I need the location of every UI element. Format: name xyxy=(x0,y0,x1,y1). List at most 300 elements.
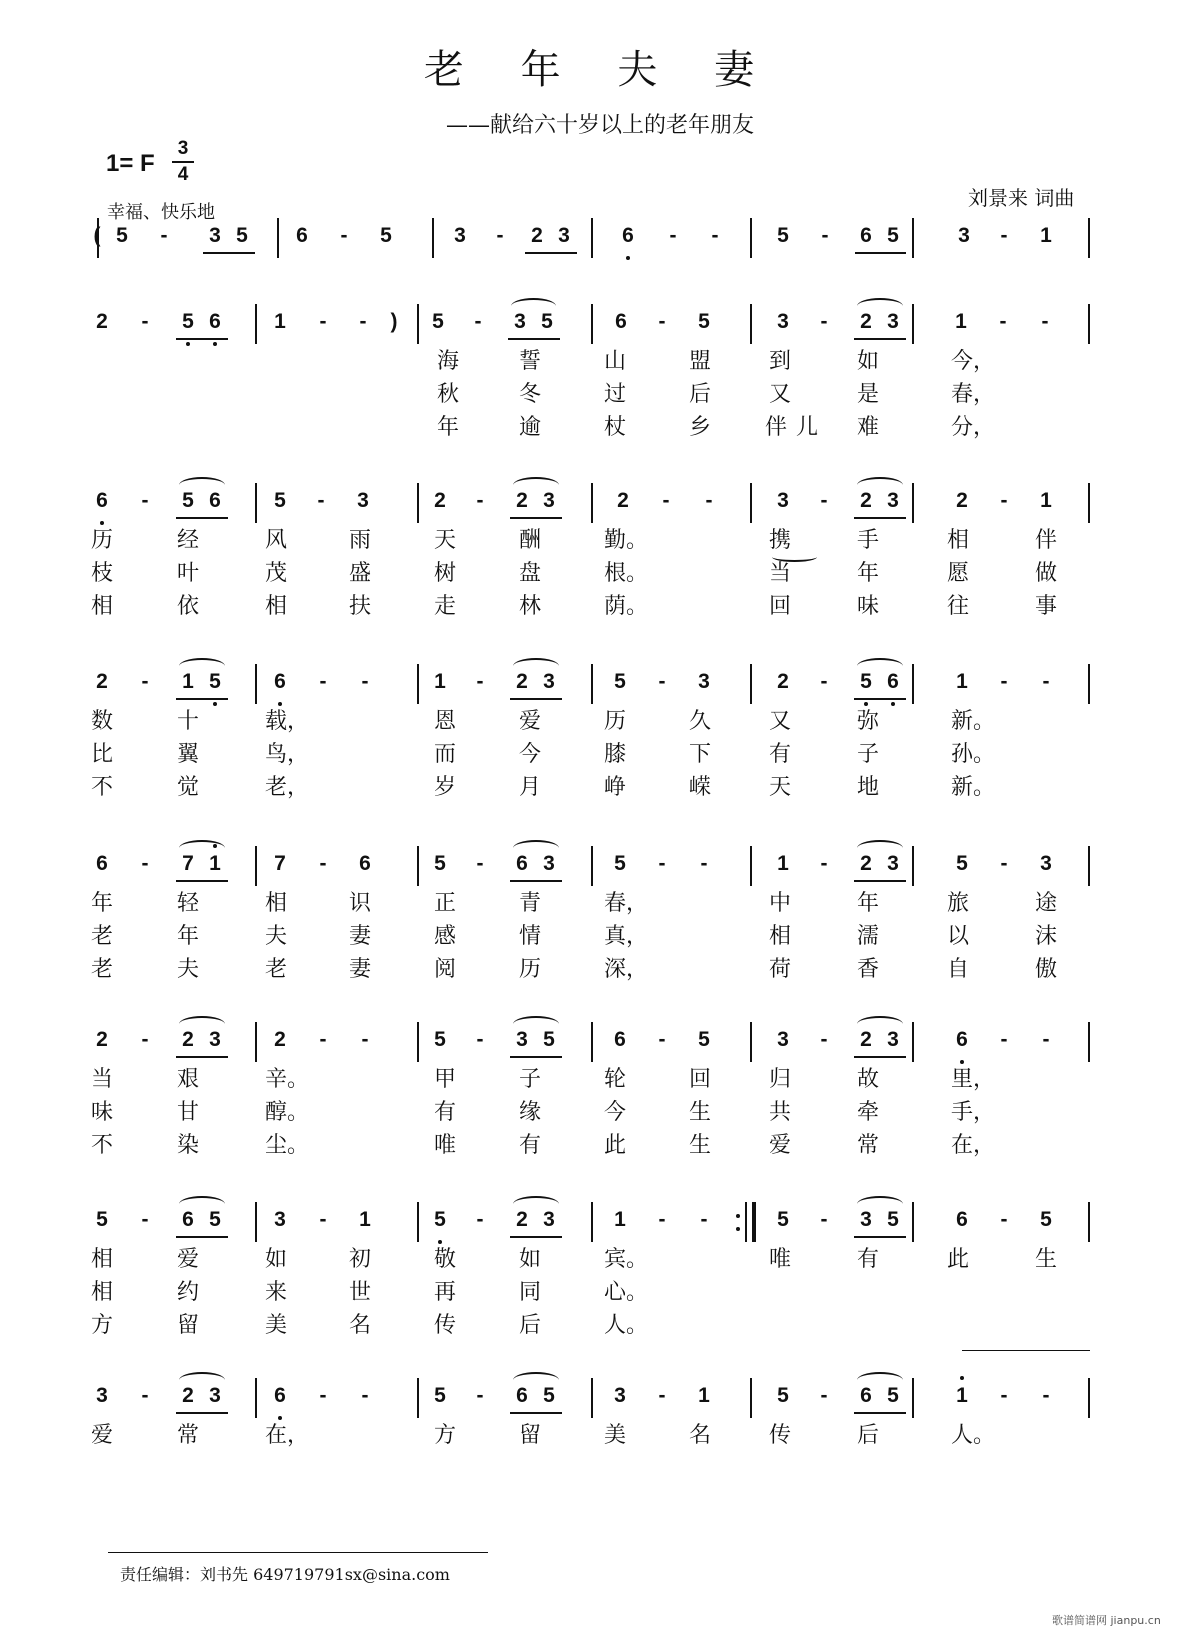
note: 6 xyxy=(516,852,528,875)
lyric-char: 如 xyxy=(518,1247,541,1272)
lyric-char: 走 xyxy=(433,594,456,619)
lyric-char: 如 xyxy=(856,349,879,374)
repeat-barline-thin xyxy=(745,1202,747,1242)
slur xyxy=(857,840,903,856)
dash: - xyxy=(1000,1208,1008,1231)
note: 5 xyxy=(777,1208,789,1231)
beam xyxy=(203,252,255,254)
lyric-char: 往 xyxy=(946,594,969,619)
note: 5 xyxy=(614,852,626,875)
key-signature: 1= F xyxy=(106,150,155,177)
lyric-char: 轻 xyxy=(176,891,199,916)
note: 5 xyxy=(1040,1208,1052,1231)
dash: - xyxy=(658,1384,666,1407)
note: 6 xyxy=(209,310,221,333)
lyric-char: 伴 xyxy=(1034,528,1057,553)
lyric-char: 辛。 xyxy=(265,1067,310,1092)
lyric-char: 当 xyxy=(768,561,791,586)
note: 2 xyxy=(96,1028,108,1051)
barline xyxy=(417,1202,419,1242)
barline xyxy=(912,483,914,523)
note: 5 xyxy=(96,1208,108,1231)
dash: - xyxy=(340,224,348,247)
lyric-char: 常 xyxy=(856,1133,879,1158)
note: 1 xyxy=(359,1208,371,1231)
lyric-char: 酬 xyxy=(518,528,541,553)
dash: - xyxy=(141,1384,149,1407)
barline xyxy=(912,218,914,258)
dash: - xyxy=(1042,670,1050,693)
note: 3 xyxy=(543,489,555,512)
song-subtitle: ——献给六十岁以上的老年朋友 xyxy=(445,113,754,138)
lyric-char: 传 xyxy=(433,1313,456,1338)
lyric-char: 嵘 xyxy=(688,775,711,800)
lyric-char: 常 xyxy=(176,1423,199,1448)
lyric-char: 又 xyxy=(768,382,791,407)
lyric-char: 真， xyxy=(604,924,649,949)
barline xyxy=(255,1022,257,1062)
lyric-char: 回 xyxy=(768,594,791,619)
lyric-char: 林 xyxy=(518,594,541,619)
dash: - xyxy=(820,852,828,875)
repeat-dot xyxy=(736,1214,740,1218)
barline xyxy=(255,846,257,886)
slur xyxy=(857,658,903,674)
note: 6 xyxy=(182,1208,194,1231)
note: 6 xyxy=(296,224,308,247)
lyric-char: 手， xyxy=(951,1100,996,1125)
dash: - xyxy=(669,224,677,247)
note: 3 xyxy=(958,224,970,247)
lyric-char: 妻 xyxy=(348,957,371,982)
dash: - xyxy=(476,852,484,875)
note: 6 xyxy=(359,852,371,875)
lyric-char: 誓 xyxy=(518,349,541,374)
slur xyxy=(857,1016,903,1032)
note: 2 xyxy=(860,852,872,875)
lyric-char: 儿 xyxy=(795,415,818,440)
dash: - xyxy=(820,670,828,693)
lyric-char: 有 xyxy=(856,1247,879,1272)
slur xyxy=(857,1196,903,1212)
note: 6 xyxy=(274,670,286,693)
tempo-marking: 幸福、快乐地 xyxy=(107,202,215,223)
lyric-char: 荷 xyxy=(768,957,791,982)
barline xyxy=(1088,483,1090,523)
dash: - xyxy=(1000,1384,1008,1407)
lyric-char: 世 xyxy=(348,1280,371,1305)
slur xyxy=(513,1016,559,1032)
note: 3 xyxy=(454,224,466,247)
lyric-char: 后 xyxy=(856,1423,879,1448)
lyric-char: 染 xyxy=(176,1133,199,1158)
barline xyxy=(1088,304,1090,344)
barline xyxy=(750,664,752,704)
barline xyxy=(417,1378,419,1418)
note: 3 xyxy=(887,489,899,512)
dash: - xyxy=(1042,1384,1050,1407)
lyric-char: 不 xyxy=(90,775,113,800)
note: 6 xyxy=(614,1028,626,1051)
lyric-char: 伴 xyxy=(764,415,787,440)
note: 6 xyxy=(96,852,108,875)
beam xyxy=(176,1056,228,1058)
note: 5 xyxy=(777,224,789,247)
lyric-char: 归 xyxy=(768,1067,791,1092)
lyric-char: 相 xyxy=(90,1280,113,1305)
lyric-char: 愿 xyxy=(946,561,969,586)
note: 2 xyxy=(860,310,872,333)
lyric-char: 夫 xyxy=(176,957,199,982)
barline xyxy=(750,846,752,886)
dash: - xyxy=(1041,310,1049,333)
dash: - xyxy=(1000,1028,1008,1051)
dash: - xyxy=(361,1028,369,1051)
lyric-char: 鸟， xyxy=(265,742,310,767)
footer-divider xyxy=(108,1552,488,1553)
dash: - xyxy=(705,489,713,512)
lyric-char: 感 xyxy=(433,924,456,949)
note: 3 xyxy=(777,310,789,333)
dash: - xyxy=(160,224,168,247)
lyric-char: 载， xyxy=(265,709,310,734)
note: 3 xyxy=(209,224,221,247)
note: 6 xyxy=(860,1384,872,1407)
lyric-char: 濡 xyxy=(856,924,879,949)
barline xyxy=(255,1378,257,1418)
beam xyxy=(854,338,906,340)
lyric-char: 正 xyxy=(433,891,456,916)
lyric-char: 盛 xyxy=(348,561,371,586)
note: 2 xyxy=(956,489,968,512)
lyric-char: 峥 xyxy=(603,775,626,800)
lyric-char: 深， xyxy=(604,957,649,982)
lyric-char: 唯 xyxy=(433,1133,456,1158)
note: 6 xyxy=(615,310,627,333)
dash: - xyxy=(658,852,666,875)
lyric-char: 同 xyxy=(518,1280,541,1305)
barline xyxy=(417,846,419,886)
lyric-char: 牵 xyxy=(856,1100,879,1125)
note: 6 xyxy=(887,670,899,693)
watermark: 歌谱简谱网 jianpu.cn xyxy=(1052,1614,1161,1627)
time-signature-bottom: 4 xyxy=(177,164,189,185)
barline xyxy=(255,304,257,344)
lyric-char: 故 xyxy=(856,1067,879,1092)
lyric-char: 历 xyxy=(603,709,626,734)
lyric-char: 叶 xyxy=(176,561,199,586)
note: 7 xyxy=(274,852,286,875)
dash: - xyxy=(141,1208,149,1231)
lyric-char: 而 xyxy=(433,742,456,767)
note: 1 xyxy=(182,670,194,693)
note: 2 xyxy=(516,489,528,512)
dash: - xyxy=(820,489,828,512)
note: 1 xyxy=(698,1384,710,1407)
barline xyxy=(255,1202,257,1242)
note: 3 xyxy=(698,670,710,693)
slur xyxy=(513,1372,559,1388)
dash: - xyxy=(662,489,670,512)
note: 5 xyxy=(860,670,872,693)
note: 2 xyxy=(182,1028,194,1051)
note: 6 xyxy=(209,489,221,512)
note: 3 xyxy=(543,1208,555,1231)
beam xyxy=(854,1236,906,1238)
note: 3 xyxy=(209,1028,221,1051)
slur xyxy=(513,477,559,493)
note: 1 xyxy=(956,670,968,693)
slur xyxy=(179,840,225,856)
lyric-char: 自 xyxy=(946,957,969,982)
dash: - xyxy=(700,852,708,875)
note: 5 xyxy=(887,224,899,247)
lyric-char: 经 xyxy=(176,528,199,553)
dash: - xyxy=(711,224,719,247)
dash: - xyxy=(141,670,149,693)
lyric-char: 久 xyxy=(688,709,711,734)
lyric-char: 膝 xyxy=(603,742,626,767)
lyric-char: 携 xyxy=(768,528,791,553)
lyric-char: 是 xyxy=(856,382,879,407)
lyric-char: 新。 xyxy=(951,775,996,800)
dash: - xyxy=(658,670,666,693)
lyric-char: 杖 xyxy=(603,415,626,440)
dash: - xyxy=(476,489,484,512)
slur xyxy=(511,298,556,314)
lyric-char: 人。 xyxy=(604,1313,649,1338)
lyric-char: 相 xyxy=(264,891,287,916)
lyric-char: 名 xyxy=(348,1313,371,1338)
note: 6 xyxy=(622,224,634,247)
lyric-char: 爱 xyxy=(90,1423,113,1448)
note: 1 xyxy=(777,852,789,875)
beam xyxy=(525,252,577,254)
barline xyxy=(750,1022,752,1062)
lyric-char: 年 xyxy=(856,891,879,916)
dash: - xyxy=(361,1384,369,1407)
dash: - xyxy=(361,670,369,693)
lyric-char: 生 xyxy=(1034,1247,1057,1272)
dash: - xyxy=(1000,489,1008,512)
lyric-char: 后 xyxy=(518,1313,541,1338)
dash: - xyxy=(820,310,828,333)
lyric-char: 艰 xyxy=(176,1067,199,1092)
lyric-char: 孙。 xyxy=(951,742,996,767)
beam xyxy=(854,1412,906,1414)
lyric-char: 雨 xyxy=(348,528,371,553)
lyric-char: 当 xyxy=(90,1067,113,1092)
barline xyxy=(912,304,914,344)
lyric-char: 子 xyxy=(518,1067,541,1092)
barline xyxy=(417,664,419,704)
note: 2 xyxy=(96,310,108,333)
beam xyxy=(510,698,562,700)
lyric-char: 在， xyxy=(951,1133,996,1158)
lyric-char: 荫。 xyxy=(604,594,649,619)
note: 5 xyxy=(887,1384,899,1407)
barline xyxy=(750,483,752,523)
dash: - xyxy=(319,1384,327,1407)
barline xyxy=(591,1022,593,1062)
lyric-char: 尘。 xyxy=(265,1133,310,1158)
barline xyxy=(912,1202,914,1242)
dash: - xyxy=(658,1028,666,1051)
lyric-char: 岁 xyxy=(433,775,456,800)
barline xyxy=(912,664,914,704)
lyric-char: 天 xyxy=(433,528,456,553)
note: 5 xyxy=(182,310,194,333)
slur xyxy=(857,298,903,314)
note: 2 xyxy=(516,1208,528,1231)
barline xyxy=(591,483,593,523)
lyric-char: 过 xyxy=(603,382,626,407)
note: 7 xyxy=(182,852,194,875)
slur xyxy=(513,1196,559,1212)
lyric-char: 以 xyxy=(946,924,969,949)
lyric-char: 翼 xyxy=(176,742,199,767)
barline xyxy=(750,304,752,344)
note: 3 xyxy=(209,1384,221,1407)
paren: ) xyxy=(390,310,398,333)
lyric-char: 秋 xyxy=(436,382,459,407)
barline xyxy=(432,218,434,258)
barline xyxy=(1088,664,1090,704)
barline xyxy=(255,664,257,704)
note: 2 xyxy=(182,1384,194,1407)
dash: - xyxy=(820,1208,828,1231)
dash: - xyxy=(658,1208,666,1231)
lyric-char: 到 xyxy=(768,349,791,374)
lyric-char: 缘 xyxy=(518,1100,541,1125)
dash: - xyxy=(476,1208,484,1231)
note: 3 xyxy=(96,1384,108,1407)
note: 6 xyxy=(274,1384,286,1407)
lyric-char: 生 xyxy=(688,1133,711,1158)
lyric-char: 老 xyxy=(90,924,113,949)
note: 1 xyxy=(1040,489,1052,512)
time-signature-top: 3 xyxy=(177,138,189,159)
lyric-char: 有 xyxy=(518,1133,541,1158)
lyric-char: 敬 xyxy=(433,1247,456,1272)
lyric-char: 来 xyxy=(264,1280,287,1305)
lyric-char: 相 xyxy=(264,594,287,619)
lyric-char: 味 xyxy=(856,594,879,619)
slur xyxy=(857,1372,903,1388)
note: 5 xyxy=(434,1384,446,1407)
lyric-char: 初 xyxy=(348,1247,371,1272)
lyric-char: 数 xyxy=(90,709,113,734)
lyric-char: 相 xyxy=(90,1247,113,1272)
lyric-char: 旅 xyxy=(946,891,969,916)
beam xyxy=(176,338,228,340)
note: 3 xyxy=(777,1028,789,1051)
lyric-char: 树 xyxy=(433,561,456,586)
note: 3 xyxy=(543,852,555,875)
barline xyxy=(750,218,752,258)
lyric-char: 不 xyxy=(90,1133,113,1158)
octave-dot-above xyxy=(213,844,217,848)
dash: - xyxy=(820,1028,828,1051)
barline xyxy=(417,1022,419,1062)
beam xyxy=(176,880,228,882)
beam xyxy=(176,517,228,519)
beam xyxy=(510,517,562,519)
lyric-char: 根。 xyxy=(604,561,649,586)
note: 5 xyxy=(698,310,710,333)
lyric-char: 里， xyxy=(951,1067,996,1092)
phrase-line xyxy=(962,1350,1090,1351)
lyric-char: 轮 xyxy=(603,1067,626,1092)
lyric-char: 留 xyxy=(176,1313,199,1338)
lyric-char: 扶 xyxy=(348,594,371,619)
note: 5 xyxy=(543,1028,555,1051)
barline xyxy=(1088,1022,1090,1062)
slur xyxy=(513,840,559,856)
barline xyxy=(417,483,419,523)
lyric-char: 春， xyxy=(604,891,649,916)
lyric-char: 分， xyxy=(951,415,996,440)
lyric-char: 历 xyxy=(518,957,541,982)
dash: - xyxy=(476,1028,484,1051)
dash: - xyxy=(820,1384,828,1407)
note: 1 xyxy=(956,1384,968,1407)
note: 3 xyxy=(558,224,570,247)
lyric-char: 相 xyxy=(90,594,113,619)
lyric-char: 傲 xyxy=(1034,957,1057,982)
note: 3 xyxy=(777,489,789,512)
lyric-char: 海 xyxy=(436,349,459,374)
note: 5 xyxy=(887,1208,899,1231)
dash: - xyxy=(1000,224,1008,247)
lyric-char: 老 xyxy=(264,957,287,982)
lyric-char: 有 xyxy=(768,742,791,767)
beam xyxy=(510,1056,562,1058)
lyric-char: 再 xyxy=(433,1280,456,1305)
slur xyxy=(857,477,903,493)
beam xyxy=(176,1412,228,1414)
note: 1 xyxy=(614,1208,626,1231)
lyric-char: 甘 xyxy=(176,1100,199,1125)
dash: - xyxy=(821,224,829,247)
note: 6 xyxy=(96,489,108,512)
beam xyxy=(510,1236,562,1238)
lyric-char: 山 xyxy=(603,349,626,374)
beam xyxy=(854,698,906,700)
note: 2 xyxy=(617,489,629,512)
lyric-char: 有 xyxy=(433,1100,456,1125)
note: 1 xyxy=(209,852,221,875)
dash: - xyxy=(658,310,666,333)
lyric-char: 手 xyxy=(856,528,879,553)
barline xyxy=(591,1202,593,1242)
dash: - xyxy=(359,310,367,333)
lyric-char: 依 xyxy=(176,594,199,619)
barline xyxy=(255,483,257,523)
lyric-char: 盘 xyxy=(518,561,541,586)
beam xyxy=(854,1056,906,1058)
slur xyxy=(513,658,559,674)
dash: - xyxy=(1042,1028,1050,1051)
time-signature xyxy=(172,138,194,186)
note: 5 xyxy=(543,1384,555,1407)
barline xyxy=(1088,846,1090,886)
beam xyxy=(176,1236,228,1238)
note: 2 xyxy=(860,1028,872,1051)
note: 2 xyxy=(860,489,872,512)
lyric-char: 相 xyxy=(946,528,969,553)
lyric-char: 情 xyxy=(518,924,541,949)
